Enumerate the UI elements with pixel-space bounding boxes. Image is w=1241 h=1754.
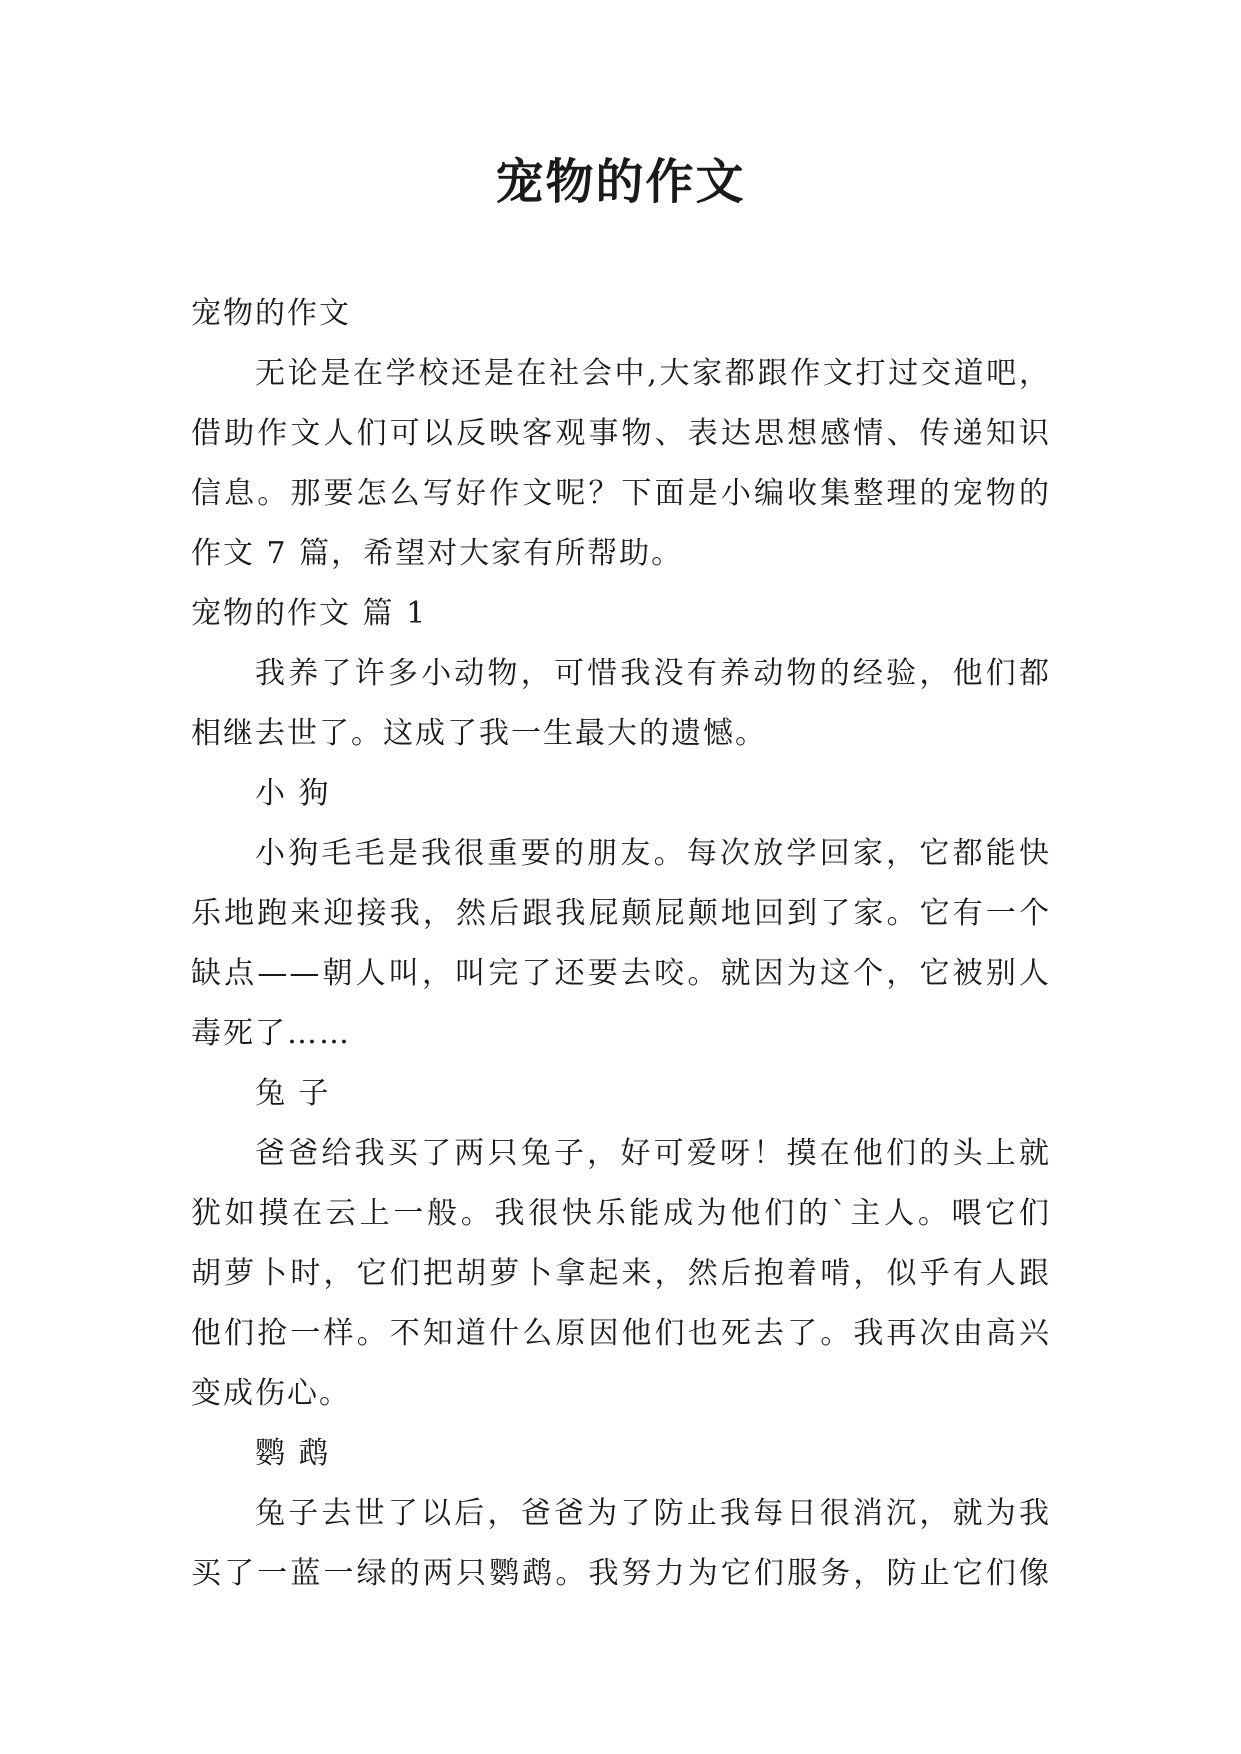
text-line: 我养了许多小动物，可惜我没有养动物的经验，他们都 <box>255 656 1051 691</box>
text-line: 缺点——朝人叫，叫完了还要去咬。就因为这个，它被别人 <box>191 956 1051 991</box>
text-line: 相继去世了。这成了我一生最大的遗憾。 <box>191 716 767 751</box>
text-line: 爸爸给我买了两只兔子，好可爱呀！摸在他们的头上就 <box>255 1136 1051 1171</box>
text-line: 宠物的作文 <box>191 296 351 331</box>
text-line: 鹦 鹉 <box>255 1436 331 1471</box>
text-line: 兔子去世了以后，爸爸为了防止我每日很消沉，就为我 <box>255 1496 1051 1531</box>
text-line: 兔 子 <box>255 1076 331 1111</box>
text-line: 他们抢一样。不知道什么原因他们也死去了。我再次由高兴 <box>191 1316 1051 1351</box>
text-line: 作文 7 篇，希望对大家有所帮助。 <box>191 536 684 571</box>
text-line: 毒死了…… <box>191 1016 351 1051</box>
text-line: 借助作文人们可以反映客观事物、表达思想感情、传递知识 <box>191 416 1051 451</box>
text-line: 无论是在学校还是在社会中,大家都跟作文打过交道吧， <box>255 356 1051 391</box>
text-line: 小 狗 <box>255 776 331 811</box>
text-line: 犹如摸在云上一般。我很快乐能成为他们的`主人。喂它们 <box>191 1196 1051 1231</box>
document-title: 宠物的作文 <box>495 154 746 210</box>
text-line: 乐地跑来迎接我，然后跟我屁颠屁颠地回到了家。它有一个 <box>191 896 1051 931</box>
document-body <box>191 284 1051 1604</box>
text-line: 变成伤心。 <box>191 1376 351 1411</box>
text-line: 小狗毛毛是我很重要的朋友。每次放学回家，它都能快 <box>255 836 1051 871</box>
text-line: 宠物的作文 篇 1 <box>191 596 428 631</box>
text-line: 信息。那要怎么写好作文呢？下面是小编收集整理的宠物的 <box>191 476 1051 511</box>
text-line: 买了一蓝一绿的两只鹦鹉。我努力为它们服务，防止它们像 <box>191 1556 1051 1591</box>
text-line: 胡萝卜时，它们把胡萝卜拿起来，然后抱着啃，似乎有人跟 <box>191 1256 1051 1291</box>
